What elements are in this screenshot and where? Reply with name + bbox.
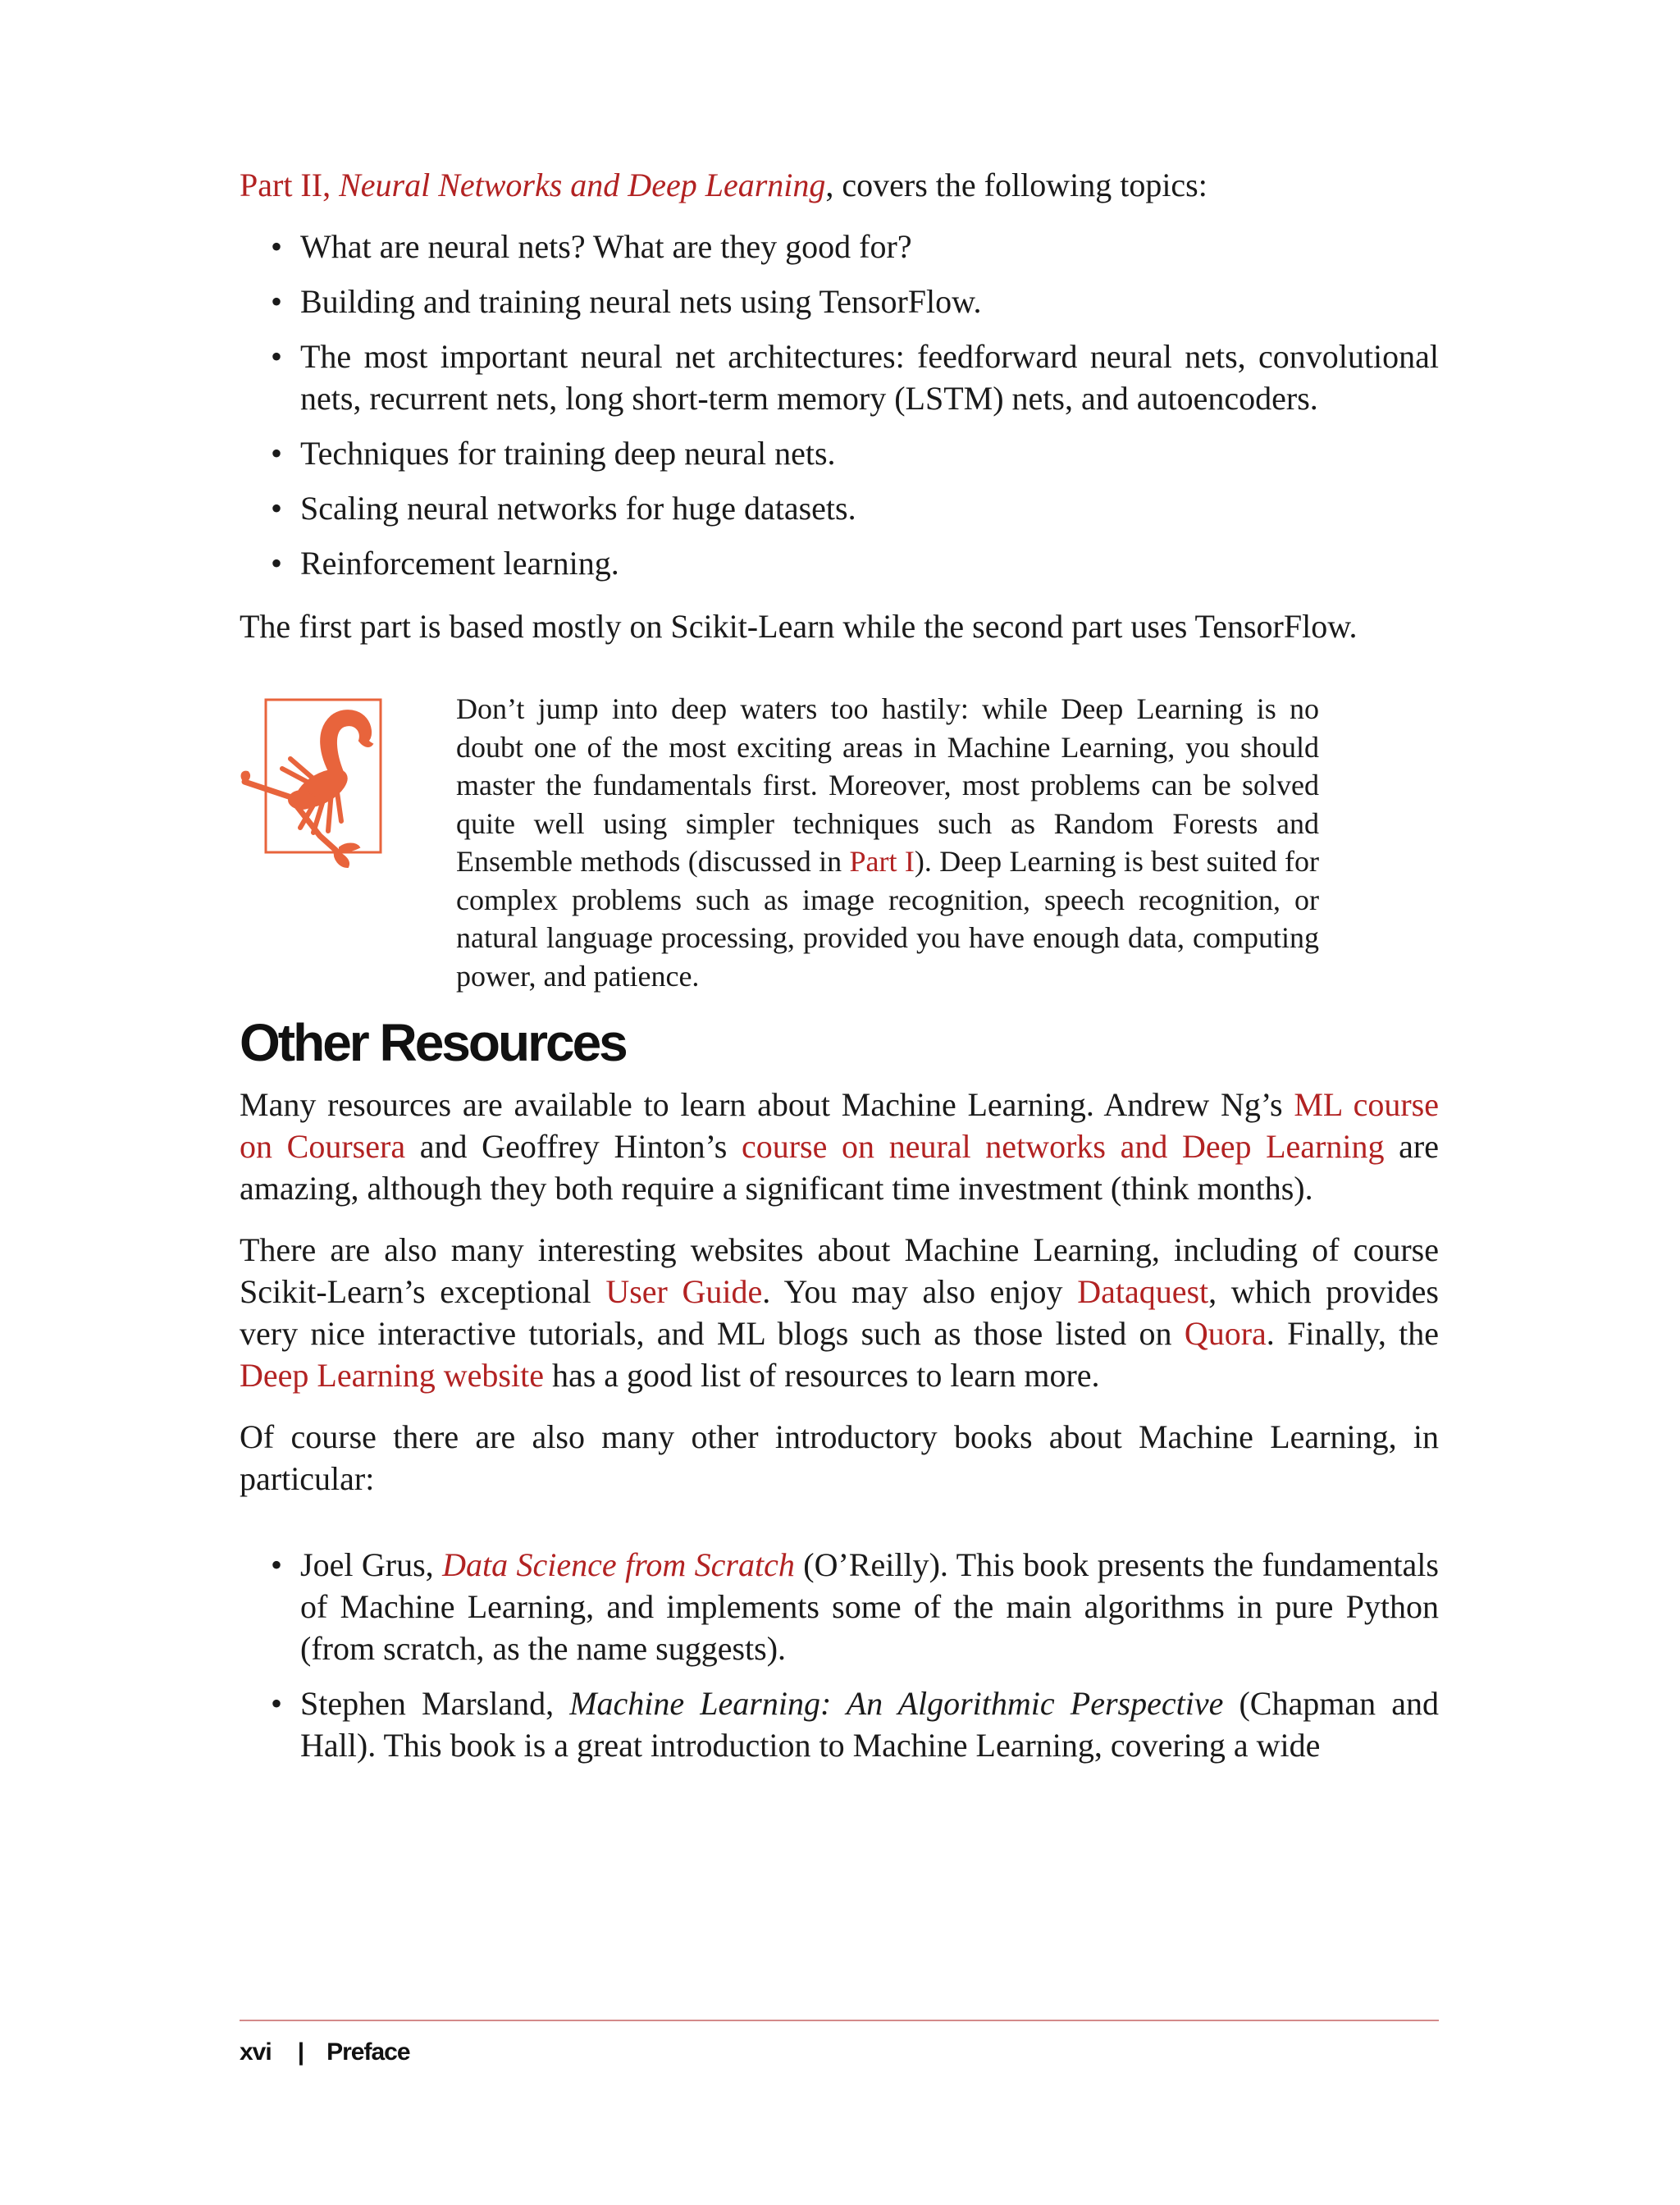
page-footer <box>240 2020 1439 2069</box>
list-item <box>240 1682 1439 1766</box>
deep-learning-website-link[interactable]: Deep Learning website <box>240 1357 544 1394</box>
footer-separator: | <box>297 2038 304 2066</box>
text-span: has a good list of resources to learn more. <box>543 1357 1100 1394</box>
part-ii-link[interactable]: Part II <box>240 167 323 203</box>
book-author: Joel Grus, <box>300 1546 443 1583</box>
books-list <box>240 1544 1439 1766</box>
book-title: Machine Learning: An Algorithmic Perspective <box>569 1685 1224 1722</box>
user-guide-link[interactable]: User Guide <box>605 1273 763 1310</box>
book-description: (O’Reilly). This book presents the fundamentals of Machine Learning, and implements some of the main algorithms in pure Python (from scratch, as the name suggests). <box>300 1546 1439 1667</box>
text-span: , which provides very nice interactive tutorials, and ML blogs such as those listed on <box>240 1273 1439 1352</box>
list-item: • Scaling neural networks for huge datasets. <box>240 487 1439 529</box>
quora-link[interactable]: Quora <box>1184 1315 1267 1352</box>
books-intro-paragraph: Of course there are also many other introductory books about Machine Learning, in particular: <box>240 1418 1439 1497</box>
tip-note <box>240 690 1439 1010</box>
page-number: xvi <box>240 2038 272 2066</box>
note-text <box>456 690 1319 995</box>
scorpion-icon <box>240 698 420 870</box>
text-span: . You may also enjoy <box>762 1273 1078 1310</box>
hinton-course-link[interactable]: course on neural networks and Deep Learning <box>741 1128 1385 1165</box>
text-span: There are also many interesting websites about Machine Learning, including of course Scikit-Learn’s exceptional <box>240 1231 1439 1310</box>
book-description: (Chapman and Hall). This book is a great introduction to Machine Learning, covering a wide <box>300 1685 1439 1764</box>
list-item: • Techniques for training deep neural nets. <box>240 432 1439 474</box>
part-i-link[interactable]: Part I <box>849 845 915 878</box>
text-span: and Geoffrey Hinton’s <box>405 1128 742 1165</box>
list-item: • The most important neural net architectures: feedforward neural nets, convolutional nets, recurrent nets, long short-term memory (LSTM) nets, and autoencoders. <box>240 336 1439 419</box>
parts-summary: The first part is based mostly on Scikit-Learn while the second part uses TensorFlow. <box>240 608 1358 645</box>
resources-paragraph-1 <box>240 1084 1439 1209</box>
book-title-link[interactable]: Data Science from Scratch <box>442 1546 795 1583</box>
list-item: • What are neural nets? What are they good for? <box>240 226 1439 267</box>
list-item <box>240 1544 1439 1669</box>
part-ii-title-link[interactable]: Neural Networks and Deep Learning <box>339 167 826 203</box>
text-span: Many resources are available to learn about Machine Learning. Andrew Ng’s <box>240 1086 1294 1123</box>
section-heading: Other Resources <box>240 1013 626 1072</box>
resources-paragraph-2 <box>240 1229 1439 1396</box>
ml-course-coursera-link[interactable]: ML course on Coursera <box>240 1086 1439 1165</box>
text-span: are amazing, although they both require a significant time investment (think months). <box>240 1128 1440 1207</box>
list-item: • Building and training neural nets using TensorFlow. <box>240 281 1439 322</box>
intro-suffix: , covers the following topics: <box>825 167 1208 203</box>
topics-list <box>240 226 1439 584</box>
page-content <box>240 164 1439 1779</box>
note-text-part1: Don’t jump into deep waters too hastily: while Deep Learning is no doubt one of the most exciting areas in Machine Learning, you should master the fundamentals first. Moreover, most problems can be solved quite well using simpler techniques such as Random Forests and Ensemble methods (discussed in <box>456 692 1319 878</box>
book-author: Stephen Marsland, <box>300 1685 570 1722</box>
note-text-part2: ). Deep Learning is best suited for complex problems such as image recognition, speech recognition, or natural language processing, provided you have enough data, computing power, and patience. <box>456 845 1319 993</box>
dataquest-link[interactable]: Dataquest <box>1077 1273 1209 1310</box>
text-span: . Finally, the <box>1266 1315 1439 1352</box>
intro-paragraph: Part II, Neural Networks and Deep Learning, covers the following topics: <box>240 167 1208 203</box>
footer-section: Preface <box>326 2038 410 2066</box>
list-item: • Reinforcement learning. <box>240 542 1439 584</box>
